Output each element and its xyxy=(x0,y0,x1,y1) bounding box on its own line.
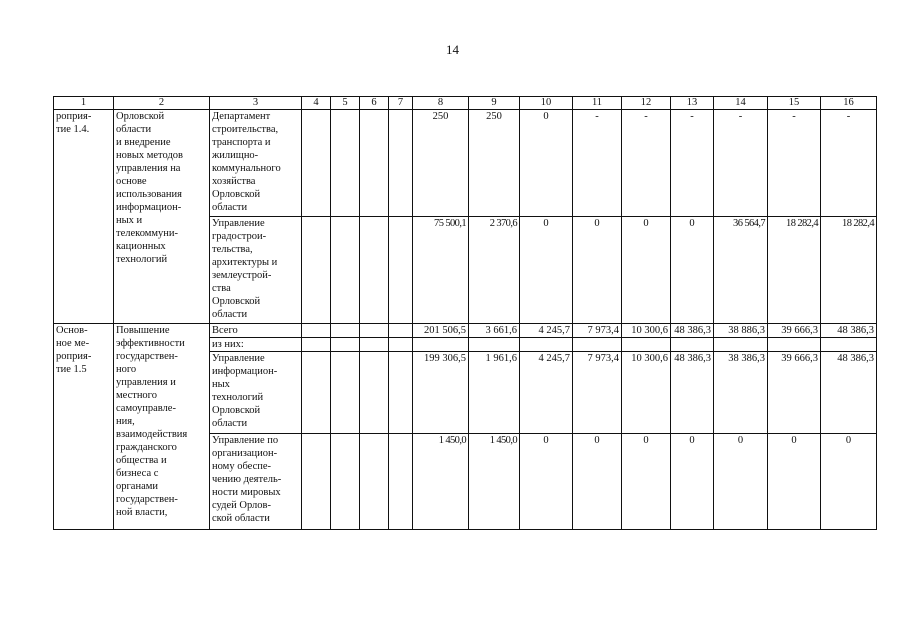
value-cell: 0 xyxy=(520,217,573,324)
empty-cell xyxy=(331,434,360,530)
empty-cell xyxy=(360,434,389,530)
empty-cell xyxy=(331,110,360,217)
table-row xyxy=(54,324,877,338)
empty-cell xyxy=(331,352,360,434)
empty-cell xyxy=(331,324,360,338)
empty-cell xyxy=(302,324,331,338)
value-cell: 7 973,4 xyxy=(573,352,622,434)
empty-cell xyxy=(389,434,413,530)
empty-cell xyxy=(331,217,360,324)
value-cell: 48 386,3 xyxy=(671,352,714,434)
empty-cell xyxy=(302,434,331,530)
value-cell xyxy=(768,338,821,352)
value-cell: 0 xyxy=(821,434,877,530)
value-cell: 4 245,7 xyxy=(520,324,573,338)
value-cell xyxy=(821,338,877,352)
measure-name-cell: Повышение эффективности государствен- ного управления и местного самоуправле- ния, взаимодействия гражданского общества и бизнеса с органами государствен- ной власти, xyxy=(114,324,210,530)
header-cell: 2 xyxy=(114,97,210,110)
value-cell: 0 xyxy=(671,434,714,530)
value-cell: - xyxy=(622,110,671,217)
empty-cell xyxy=(302,217,331,324)
value-cell: 48 386,3 xyxy=(821,352,877,434)
header-cell: 3 xyxy=(210,97,302,110)
value-cell: 0 xyxy=(622,217,671,324)
measure-number-cell: Основ- ное ме- роприя- тие 1.5 xyxy=(54,324,114,530)
header-cell: 10 xyxy=(520,97,573,110)
value-cell xyxy=(622,338,671,352)
header-row xyxy=(54,97,877,110)
value-cell: - xyxy=(573,110,622,217)
value-cell xyxy=(671,338,714,352)
value-cell: 0 xyxy=(573,217,622,324)
measure-number-cell: роприя- тие 1.4. xyxy=(54,110,114,324)
value-cell: 4 245,7 xyxy=(520,352,573,434)
value-cell xyxy=(714,338,768,352)
value-cell: 39 666,3 xyxy=(768,324,821,338)
value-cell: 36 564,7 xyxy=(714,217,768,324)
executor-cell: Управление по организацион- ному обеспе- чению деятель- ности мировых судей Орлов- ской области xyxy=(210,434,302,530)
value-cell: 0 xyxy=(622,434,671,530)
value-cell: 38 886,3 xyxy=(714,324,768,338)
empty-cell xyxy=(389,217,413,324)
value-cell: 18 282,4 xyxy=(768,217,821,324)
empty-cell xyxy=(360,324,389,338)
value-cell: 75 500,1 xyxy=(413,217,469,324)
value-cell: - xyxy=(768,110,821,217)
value-cell: 0 xyxy=(714,434,768,530)
value-cell: 0 xyxy=(671,217,714,324)
table-row xyxy=(54,110,877,217)
empty-cell xyxy=(360,217,389,324)
empty-cell xyxy=(302,338,331,352)
value-cell: 250 xyxy=(413,110,469,217)
value-cell: - xyxy=(671,110,714,217)
value-cell xyxy=(413,338,469,352)
value-cell: 10 300,6 xyxy=(622,352,671,434)
value-cell: 48 386,3 xyxy=(671,324,714,338)
empty-cell xyxy=(360,110,389,217)
executor-cell: Департамент строительства, транспорта и жилищно- коммунального хозяйства Орловской области xyxy=(210,110,302,217)
empty-cell xyxy=(389,338,413,352)
header-cell: 14 xyxy=(714,97,768,110)
measure-name-cell: Орловской области и внедрение новых методов управления на основе использования информацион- ных и телекоммуни- кационных технологий xyxy=(114,110,210,324)
header-cell: 12 xyxy=(622,97,671,110)
value-cell: 48 386,3 xyxy=(821,324,877,338)
header-cell: 16 xyxy=(821,97,877,110)
header-cell: 11 xyxy=(573,97,622,110)
value-cell: 7 973,4 xyxy=(573,324,622,338)
empty-cell xyxy=(302,110,331,217)
executor-cell: Управление градострои- тельства, архитектуры и землеустрой- ства Орловской области xyxy=(210,217,302,324)
empty-cell xyxy=(389,324,413,338)
value-cell: - xyxy=(821,110,877,217)
page-number: 14 xyxy=(446,42,459,57)
value-cell: 250 xyxy=(469,110,520,217)
value-cell: 201 506,5 xyxy=(413,324,469,338)
value-cell: 0 xyxy=(520,110,573,217)
header-cell: 1 xyxy=(54,97,114,110)
header-cell: 13 xyxy=(671,97,714,110)
empty-cell xyxy=(360,352,389,434)
value-cell: 1 450,0 xyxy=(413,434,469,530)
value-cell: 1 450,0 xyxy=(469,434,520,530)
value-cell: 0 xyxy=(573,434,622,530)
value-cell: - xyxy=(714,110,768,217)
value-cell: 18 282,4 xyxy=(821,217,877,324)
header-cell: 8 xyxy=(413,97,469,110)
value-cell: 3 661,6 xyxy=(469,324,520,338)
header-cell: 7 xyxy=(389,97,413,110)
value-cell: 1 961,6 xyxy=(469,352,520,434)
header-cell: 4 xyxy=(302,97,331,110)
budget-table xyxy=(53,96,877,530)
value-cell xyxy=(573,338,622,352)
header-cell: 9 xyxy=(469,97,520,110)
empty-cell xyxy=(302,352,331,434)
value-cell: 0 xyxy=(520,434,573,530)
executor-cell: из них: xyxy=(210,338,302,352)
value-cell: 38 386,3 xyxy=(714,352,768,434)
empty-cell xyxy=(360,338,389,352)
header-cell: 15 xyxy=(768,97,821,110)
executor-cell: Всего xyxy=(210,324,302,338)
value-cell xyxy=(520,338,573,352)
executor-cell: Управление информацион- ных технологий Орловской области xyxy=(210,352,302,434)
value-cell: 10 300,6 xyxy=(622,324,671,338)
value-cell: 2 370,6 xyxy=(469,217,520,324)
header-cell: 5 xyxy=(331,97,360,110)
value-cell: 39 666,3 xyxy=(768,352,821,434)
empty-cell xyxy=(389,110,413,217)
header-cell: 6 xyxy=(360,97,389,110)
empty-cell xyxy=(389,352,413,434)
value-cell: 199 306,5 xyxy=(413,352,469,434)
value-cell: 0 xyxy=(768,434,821,530)
empty-cell xyxy=(331,338,360,352)
value-cell xyxy=(469,338,520,352)
